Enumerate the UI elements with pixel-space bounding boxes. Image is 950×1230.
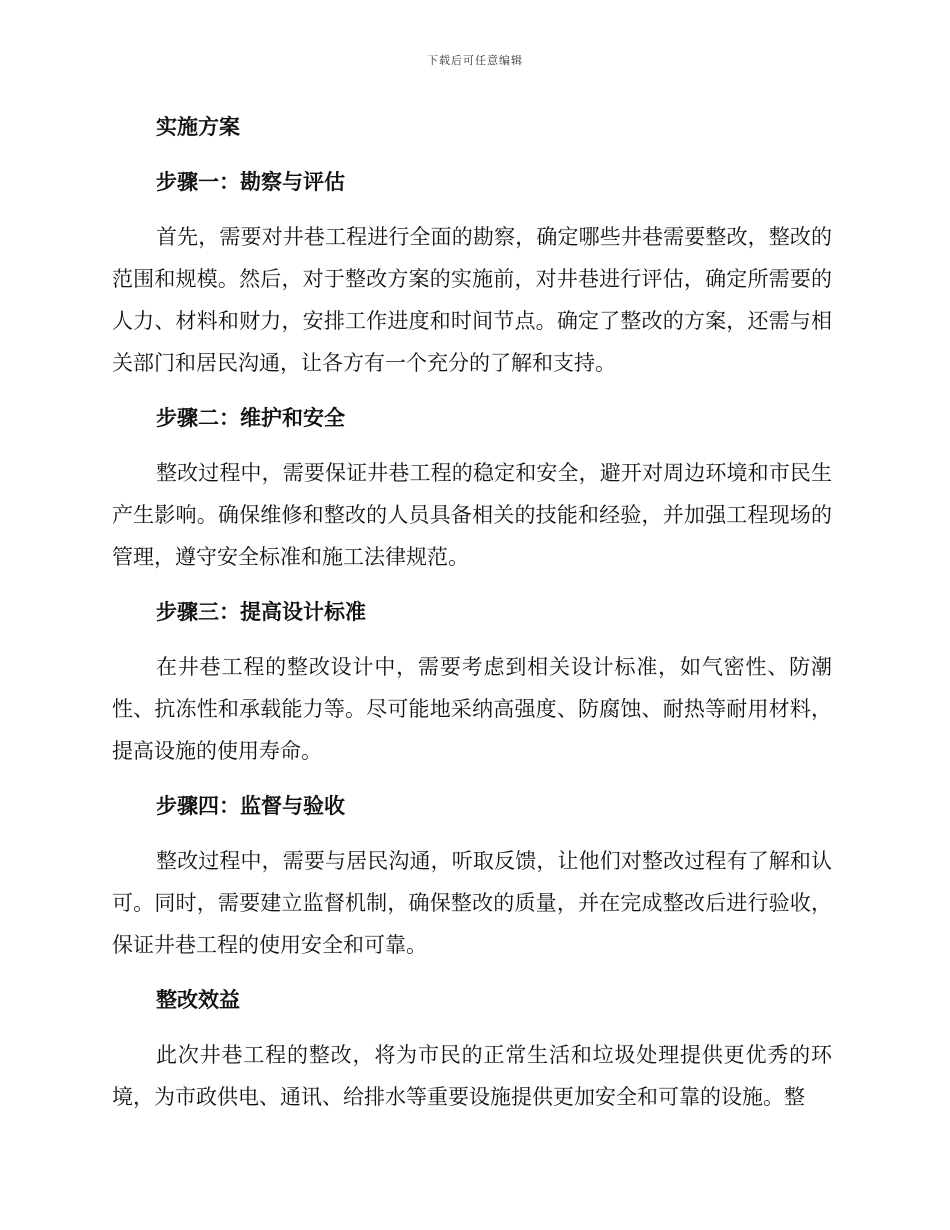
section-heading-step-4: 步骤四：监督与验收	[156, 793, 345, 818]
section-heading-step-3: 步骤三：提高设计标准	[156, 599, 366, 624]
section-heading-step-1: 步骤一：勘察与评估	[156, 169, 345, 194]
page-header-note: 下载后可任意编辑	[427, 54, 523, 67]
section-paragraph-benefits: 此次井巷工程的整改，将为市民的正常生活和垃圾处理提供更优秀的环境，为市政供电、通讯、给排水等重要设施提供更加安全和可靠的设施。整	[112, 1043, 832, 1109]
section-heading-step-2: 步骤二：维护和安全	[156, 405, 345, 430]
section-paragraph-step-3: 在井巷工程的整改设计中，需要考虑到相关设计标准，如气密性、防潮性、抗冻性和承载能力等。尽可能地采纳高强度、防腐蚀、耐热等耐用材料，提高设施的使用寿命。	[112, 655, 832, 763]
section-paragraph-step-2: 整改过程中，需要保证井巷工程的稳定和安全，避开对周边环境和市民生产生影响。确保维修和整改的人员具备相关的技能和经验，并加强工程现场的管理，遵守安全标准和施工法律规范。	[112, 461, 832, 569]
section-paragraph-step-1: 首先，需要对井巷工程进行全面的勘察，确定哪些井巷需要整改，整改的范围和规模。然后，对于整改方案的实施前，对井巷进行评估，确定所需要的人力、材料和财力，安排工作进度和时间节点。确定了整改的方案，还需与相关部门和居民沟通，让各方有一个充分的了解和支持。	[112, 225, 832, 375]
document-title: 实施方案	[156, 114, 240, 139]
section-paragraph-step-4: 整改过程中，需要与居民沟通，听取反馈，让他们对整改过程有了解和认可。同时，需要建立监督机制，确保整改的质量，并在完成整改后进行验收，保证井巷工程的使用安全和可靠。	[112, 849, 832, 957]
section-heading-benefits: 整改效益	[156, 987, 240, 1012]
document-body	[112, 106, 832, 1118]
